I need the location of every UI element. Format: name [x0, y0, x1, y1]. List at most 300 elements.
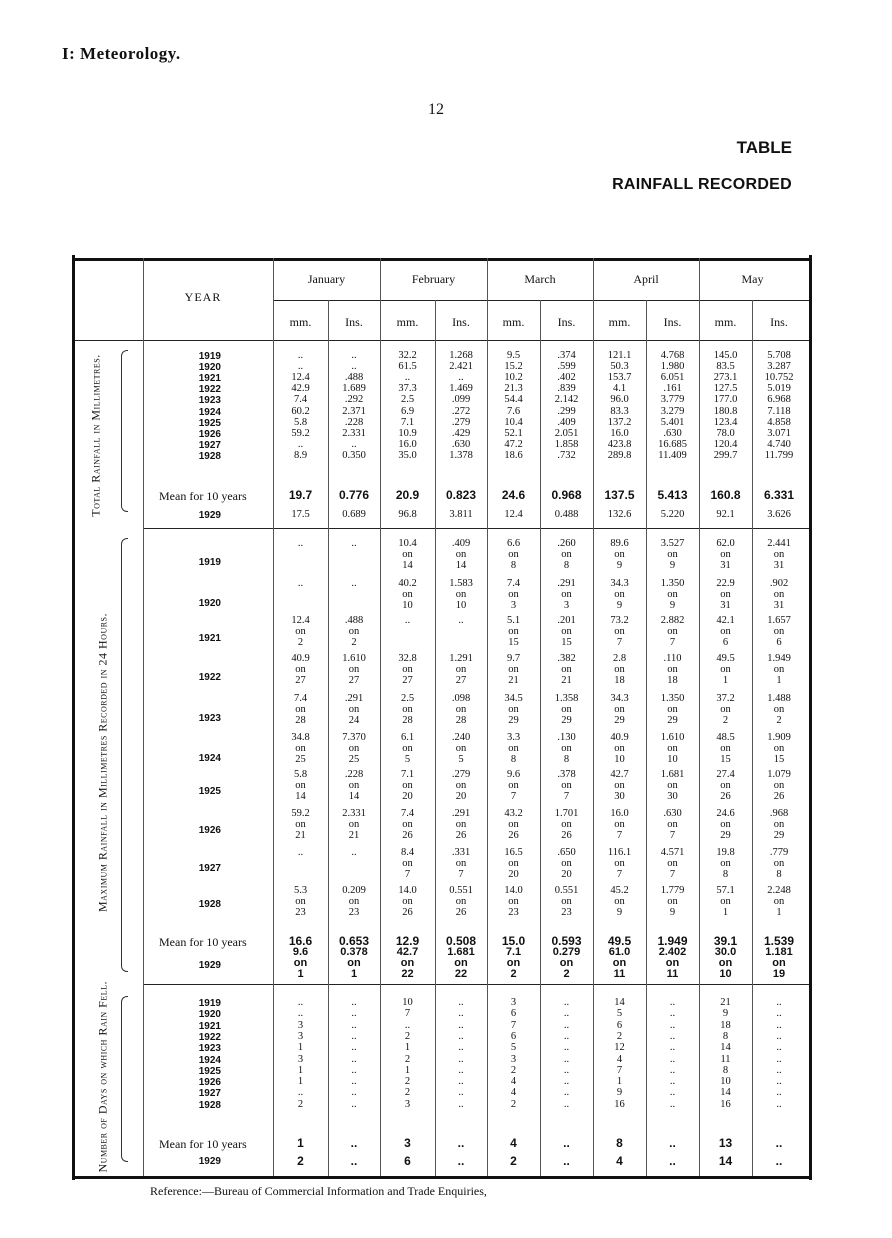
data-cell: 18	[614, 675, 625, 686]
mean-cell: 4	[510, 1136, 517, 1150]
data-cell: 1.469	[449, 383, 473, 395]
section-brace	[121, 538, 128, 972]
data-cell: 4.1	[612, 383, 627, 395]
data-cell-1929: 3.811	[449, 509, 473, 520]
data-cell: on	[720, 704, 731, 715]
data-cell: on	[295, 819, 306, 830]
data-cell: on	[667, 743, 678, 754]
data-cell-1929: on	[772, 957, 786, 969]
mean-cell: 0.776	[338, 488, 370, 502]
data-cell: 3	[404, 1098, 411, 1110]
data-cell: 12	[614, 1042, 625, 1054]
data-cell: ..	[669, 1019, 676, 1031]
data-cell: ..	[297, 1008, 304, 1020]
data-cell: on	[561, 780, 572, 791]
data-cell: 9.6	[506, 769, 521, 780]
data-cell: 9.7	[506, 653, 521, 664]
data-cell: 3	[510, 600, 517, 611]
data-cell: ..	[404, 615, 411, 626]
data-cell: ..	[776, 1076, 782, 1088]
mean-cell: ..	[775, 1136, 783, 1150]
data-cell: 7	[616, 830, 623, 841]
data-cell-1929: 22	[401, 968, 414, 980]
data-cell: on	[561, 626, 572, 637]
data-cell: 120.4	[713, 438, 738, 450]
data-cell-1929: ..	[775, 1154, 783, 1168]
data-cell: on	[348, 819, 360, 830]
data-cell: 2.051	[554, 427, 579, 439]
data-cell: on	[667, 819, 678, 830]
data-cell: 2.8	[612, 653, 627, 664]
table-rule	[143, 984, 809, 985]
data-cell: 27.4	[716, 769, 735, 780]
data-cell: 3	[297, 1053, 304, 1065]
data-cell-1929: 19	[772, 968, 786, 980]
data-cell: 8	[722, 1030, 729, 1042]
year-label: 1923	[198, 713, 221, 724]
data-cell: 2.371	[342, 405, 366, 417]
data-cell: on	[773, 858, 785, 869]
data-cell: ..	[351, 1042, 357, 1054]
data-cell: .098	[451, 693, 471, 704]
data-cell: 15	[720, 754, 731, 765]
data-cell: on	[614, 819, 625, 830]
data-cell: 5	[404, 754, 411, 765]
data-cell: 2	[297, 637, 304, 648]
data-cell: 10	[614, 754, 625, 765]
data-cell: 6.6	[506, 538, 521, 549]
data-cell: 7	[404, 869, 411, 880]
data-cell: 35.0	[398, 449, 417, 461]
data-cell: 1.610	[342, 653, 366, 664]
year-label: 1924	[198, 1054, 221, 1066]
section-heading: I: Meteorology.	[62, 44, 181, 63]
data-cell: 5.8	[293, 416, 308, 428]
data-cell: on	[561, 743, 572, 754]
mean-cell: 1.949	[657, 934, 688, 948]
data-cell: on	[295, 704, 306, 715]
data-cell: on	[614, 896, 625, 907]
data-cell-1929: 11	[666, 968, 679, 980]
data-cell: on	[667, 664, 678, 675]
data-cell: 29	[614, 715, 625, 726]
data-cell: on	[348, 743, 360, 754]
data-cell: .299	[557, 405, 576, 417]
data-cell-1929: on	[347, 957, 361, 969]
data-cell: 289.8	[607, 449, 632, 461]
data-cell: 11	[720, 1053, 731, 1065]
year-label: 1922	[198, 1031, 221, 1043]
data-cell: on	[561, 896, 572, 907]
data-cell: .099	[451, 394, 471, 406]
data-cell: 7	[616, 1064, 623, 1076]
data-cell: .630	[451, 438, 471, 450]
section-brace	[121, 350, 128, 512]
data-cell: on	[773, 549, 785, 560]
data-cell-1929: 14	[718, 1154, 733, 1168]
data-cell: on	[667, 780, 678, 791]
data-cell: 7.118	[767, 405, 791, 417]
data-cell: 2	[722, 715, 729, 726]
data-cell: 26	[561, 830, 572, 841]
data-cell: 153.7	[607, 372, 632, 384]
data-cell-1929: 2.402	[658, 946, 687, 958]
data-cell: on	[773, 589, 785, 600]
data-cell: 34.8	[291, 732, 310, 743]
mean-cell: 0.653	[338, 934, 370, 948]
data-cell: 7.4	[293, 693, 308, 704]
data-cell: 7.4	[506, 578, 521, 589]
data-cell: on	[720, 780, 731, 791]
data-cell: .902	[769, 578, 789, 589]
data-cell: 8	[722, 1064, 729, 1076]
data-cell: on	[508, 780, 519, 791]
data-cell: 0.209	[342, 885, 366, 896]
data-cell: on	[720, 858, 731, 869]
data-cell: on	[614, 704, 625, 715]
data-cell-1929: 10	[719, 968, 732, 980]
data-cell: 1.689	[342, 383, 366, 395]
data-cell: on	[295, 780, 306, 791]
data-cell: 1	[776, 675, 782, 686]
year-label: 1929	[198, 1156, 221, 1167]
year-label: 1928	[198, 1099, 221, 1111]
data-cell: ..	[458, 1008, 464, 1020]
mean-cell: 6.331	[763, 488, 795, 502]
mean-cell: 15.0	[501, 934, 526, 948]
data-cell: on	[402, 819, 413, 830]
data-cell: on	[667, 858, 678, 869]
data-cell: 2	[404, 1076, 411, 1088]
data-cell: 28	[295, 715, 306, 726]
data-cell: 1.858	[554, 438, 579, 450]
data-cell: 1.350	[660, 578, 685, 589]
data-cell: on	[720, 589, 731, 600]
data-cell: 2.5	[400, 394, 415, 406]
data-cell: on	[508, 549, 519, 560]
mean-cell: 8	[616, 1136, 623, 1150]
data-cell: 28	[455, 715, 467, 726]
data-cell: ..	[776, 1064, 782, 1076]
data-cell: 9	[669, 907, 676, 918]
data-cell-1929: 4	[616, 1154, 623, 1168]
data-cell: on	[508, 858, 519, 869]
data-cell: 25	[295, 754, 306, 765]
data-cell: 19.8	[716, 847, 735, 858]
data-cell: 48.5	[716, 732, 735, 743]
data-cell-1929: 11	[613, 968, 626, 980]
data-cell-1929: 7.1	[505, 946, 522, 958]
data-cell-1929: ..	[669, 1154, 676, 1168]
data-cell: 40.9	[291, 653, 310, 664]
year-label: 1923	[198, 395, 221, 407]
table-rule	[75, 1176, 809, 1179]
data-cell: on	[667, 896, 678, 907]
year-label: 1929	[198, 510, 221, 521]
data-cell: 29	[773, 830, 785, 841]
data-cell: 8	[776, 869, 782, 880]
data-cell: on	[455, 819, 467, 830]
data-cell: 22.9	[716, 578, 735, 589]
year-label: 1922	[198, 384, 221, 396]
data-cell: 50.3	[610, 361, 629, 373]
data-cell: 59.2	[291, 427, 310, 439]
data-cell: on	[455, 589, 467, 600]
data-cell: 24	[348, 715, 360, 726]
data-cell: 23	[295, 907, 306, 918]
data-cell: ..	[351, 538, 357, 549]
data-cell-1929: 2	[563, 968, 570, 980]
data-cell: 27	[295, 675, 306, 686]
data-cell: 9.5	[506, 350, 521, 361]
data-cell: 7	[404, 1008, 411, 1020]
data-cell: 14	[402, 560, 413, 571]
data-cell: ..	[351, 578, 357, 589]
data-cell: 23	[348, 907, 360, 918]
table-label: TABLE	[736, 138, 792, 157]
data-cell: ..	[404, 1019, 411, 1031]
data-cell: 27	[402, 675, 413, 686]
data-cell: 14	[295, 791, 306, 802]
data-cell: 1.681	[660, 769, 685, 780]
mean-cell: 1	[297, 1136, 304, 1150]
data-cell-1929: 2	[297, 1154, 304, 1168]
data-cell: 2	[404, 1087, 411, 1099]
data-cell: 10	[667, 754, 678, 765]
data-cell: 2.421	[449, 361, 473, 373]
data-cell: 37.3	[398, 383, 417, 395]
data-cell: ..	[458, 1019, 464, 1031]
data-cell: ..	[458, 1098, 464, 1110]
data-cell: 7	[669, 830, 676, 841]
data-cell: 3.3	[506, 732, 521, 743]
data-cell: 5.019	[767, 383, 791, 395]
year-label: 1926	[198, 428, 221, 440]
label-column-divider	[143, 258, 144, 1176]
data-cell: ..	[297, 361, 304, 373]
data-cell: on	[295, 896, 306, 907]
data-cell: 14	[614, 997, 625, 1008]
data-cell: .732	[557, 449, 576, 461]
data-cell: 24.6	[716, 808, 735, 819]
data-cell: 15	[773, 754, 785, 765]
data-cell: 1	[404, 1064, 411, 1076]
data-cell: ..	[297, 578, 304, 589]
data-cell: 10.4	[504, 416, 523, 428]
data-cell: 34.3	[610, 693, 629, 704]
year-label: 1921	[198, 633, 221, 644]
data-cell: 20	[561, 869, 572, 880]
data-cell: 31	[773, 600, 785, 611]
data-cell: 7.6	[506, 405, 521, 417]
year-label: 1927	[198, 1088, 221, 1100]
data-cell: 32.8	[398, 653, 417, 664]
data-cell: 20	[402, 791, 413, 802]
data-cell: ..	[776, 1030, 782, 1042]
mean-cell: 49.5	[607, 934, 632, 948]
data-cell: 42.9	[291, 383, 310, 395]
data-cell: on	[508, 704, 519, 715]
data-cell: ..	[297, 1087, 304, 1099]
data-cell: on	[508, 589, 519, 600]
data-cell-1929: 6	[404, 1154, 411, 1168]
data-cell: 57.1	[716, 885, 735, 896]
data-cell: ..	[563, 1030, 570, 1042]
data-cell: ..	[669, 1076, 676, 1088]
mean-cell: ..	[563, 1136, 570, 1150]
data-cell: on	[561, 704, 572, 715]
data-cell: 6	[722, 637, 729, 648]
data-cell: 15.2	[504, 361, 523, 373]
data-cell: on	[402, 704, 413, 715]
unit-header-mm: mm.	[289, 315, 312, 329]
data-cell: .630	[663, 808, 682, 819]
year-label: 1927	[198, 439, 221, 451]
data-cell: ..	[297, 538, 304, 549]
year-label: 1925	[198, 417, 221, 429]
data-cell: 34.3	[610, 578, 629, 589]
data-cell-1929: 30.0	[714, 946, 737, 958]
data-cell: 2	[297, 1098, 304, 1110]
data-cell: 5.1	[506, 615, 521, 626]
data-cell: ..	[458, 1053, 464, 1065]
data-cell: 54.4	[504, 394, 523, 406]
year-label: 1919	[198, 351, 221, 362]
data-cell: on	[348, 896, 360, 907]
mean-label: Mean for 10 years	[159, 935, 247, 949]
data-cell: 61.5	[398, 361, 417, 373]
data-cell: ..	[776, 1042, 782, 1054]
data-cell: 14.0	[398, 885, 417, 896]
data-cell: ..	[776, 1098, 782, 1110]
data-cell: .650	[557, 847, 576, 858]
data-cell: .779	[769, 847, 789, 858]
data-cell: 15	[561, 637, 572, 648]
year-label: 1923	[198, 1043, 221, 1055]
data-cell: 1.079	[767, 769, 791, 780]
month-header-march: March	[524, 272, 556, 286]
data-cell: on	[773, 896, 785, 907]
data-cell: on	[614, 664, 625, 675]
data-cell: 16.0	[610, 427, 629, 439]
year-label: 1924	[198, 406, 221, 418]
data-cell: 29	[667, 715, 678, 726]
data-cell: 16	[614, 1098, 625, 1110]
data-cell: 37.2	[716, 693, 735, 704]
mean-cell: ..	[669, 1136, 676, 1150]
data-cell: 9	[669, 560, 676, 571]
data-cell: 18	[667, 675, 678, 686]
data-cell: 137.2	[607, 416, 632, 428]
data-cell: on	[402, 589, 413, 600]
data-cell: 20	[508, 869, 519, 880]
data-cell-1929: 92.1	[716, 509, 735, 520]
mean-cell: ..	[457, 1136, 465, 1150]
data-cell: 78.0	[716, 427, 735, 439]
data-cell: 40.9	[610, 732, 629, 743]
data-cell: 8	[510, 754, 517, 765]
data-cell: 1.583	[449, 578, 473, 589]
data-cell: 14	[720, 1042, 731, 1054]
data-cell: 9	[669, 600, 676, 611]
data-cell: on	[455, 858, 467, 869]
data-cell: 14	[348, 791, 360, 802]
data-cell: 8	[722, 869, 729, 880]
data-cell: 1.358	[554, 693, 579, 704]
data-cell: 14	[720, 1087, 731, 1099]
data-cell: 4	[510, 1087, 517, 1099]
data-cell: 7	[669, 637, 676, 648]
data-cell: 5	[616, 1008, 623, 1020]
mean-cell: 24.6	[501, 488, 526, 502]
data-cell: .839	[557, 383, 576, 395]
data-cell: 5	[510, 1042, 517, 1054]
data-cell: .409	[451, 538, 471, 549]
data-cell: 59.2	[291, 808, 310, 819]
data-cell: 145.0	[713, 350, 738, 361]
data-cell: 45.2	[610, 885, 629, 896]
data-cell: .382	[557, 653, 576, 664]
data-cell: 23	[508, 907, 519, 918]
data-cell: 3	[510, 1053, 517, 1065]
mean-cell: 16.6	[288, 934, 313, 948]
unit-header-ins: Ins.	[452, 315, 470, 329]
data-cell: 2.5	[400, 693, 415, 704]
data-cell: on	[667, 704, 678, 715]
data-cell-1929: 22	[454, 968, 468, 980]
data-cell: .161	[663, 383, 682, 395]
data-cell: .279	[451, 416, 471, 428]
data-cell: .968	[769, 808, 789, 819]
data-cell: 21	[508, 675, 519, 686]
data-cell: 23	[561, 907, 572, 918]
data-cell: .378	[557, 769, 576, 780]
data-cell: 123.4	[713, 416, 738, 428]
data-cell: on	[348, 664, 360, 675]
data-cell: 7	[458, 869, 464, 880]
data-cell: 2.331	[342, 427, 366, 439]
data-cell: ..	[351, 350, 357, 361]
year-label: 1920	[198, 362, 221, 374]
table-rule	[143, 528, 809, 529]
data-cell: 18.6	[504, 449, 523, 461]
data-cell: 3	[297, 1019, 304, 1031]
data-cell: 121.1	[607, 350, 632, 361]
data-cell: ..	[669, 1087, 676, 1099]
data-cell: 0.551	[554, 885, 579, 896]
data-cell: 30	[667, 791, 678, 802]
data-cell: ..	[351, 1019, 357, 1031]
data-cell: 2	[616, 1030, 623, 1042]
data-cell: 3.527	[660, 538, 685, 549]
data-cell: 10	[402, 997, 413, 1008]
data-cell: 7.4	[293, 394, 308, 406]
unit-header-mm: mm.	[502, 315, 525, 329]
data-cell: 177.0	[713, 394, 738, 406]
month-header-february: February	[411, 272, 456, 286]
data-cell-1929: on	[665, 957, 680, 969]
data-cell: .331	[451, 847, 471, 858]
data-cell: 1.488	[767, 693, 791, 704]
data-cell: .409	[557, 416, 576, 428]
data-cell: .240	[451, 732, 471, 743]
data-cell: 89.6	[610, 538, 629, 549]
data-cell-1929: 0.488	[554, 509, 579, 520]
rainfall-table	[72, 255, 812, 1180]
data-cell: 29	[561, 715, 572, 726]
data-cell: 9	[616, 600, 623, 611]
data-cell: ..	[297, 997, 304, 1008]
